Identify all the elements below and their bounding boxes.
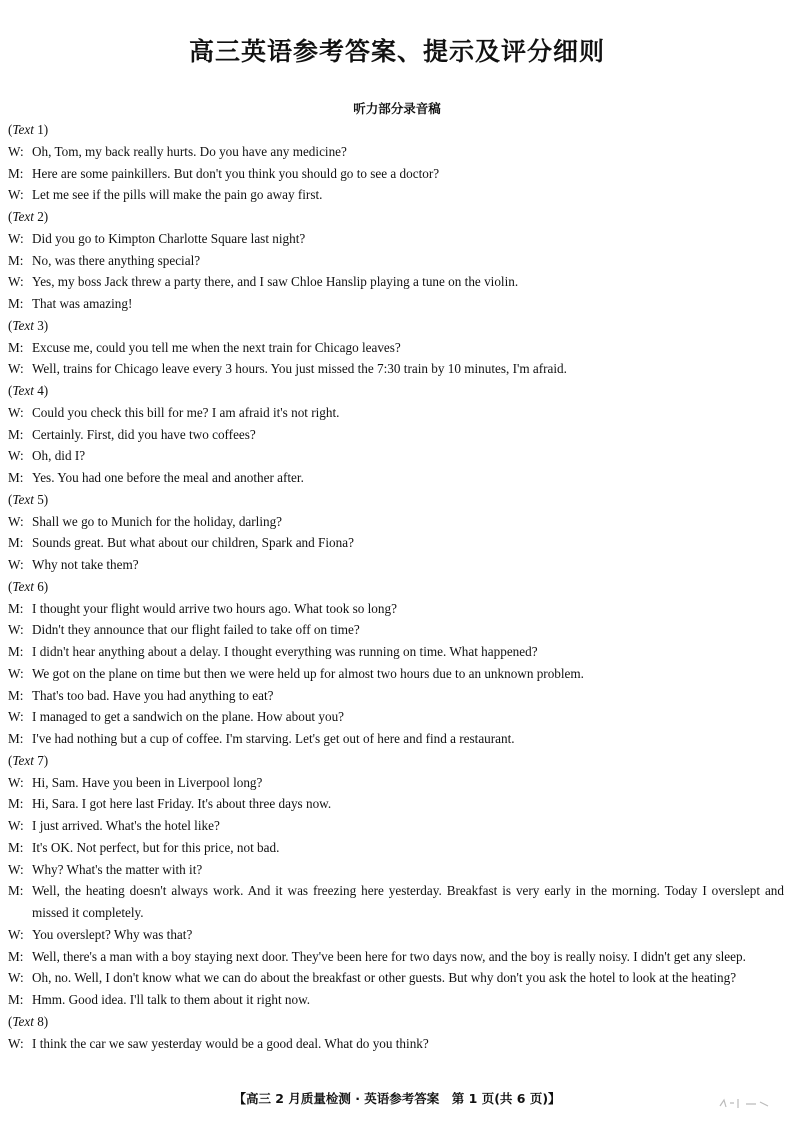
dialogue-text: Could you check this bill for me? I am afraid it's not right. (32, 404, 340, 420)
dialogue-line (8, 706, 784, 728)
text-heading-part: Text (12, 317, 34, 333)
dialogue-text: Why? What's the matter with it? (32, 861, 203, 877)
dialogue-line (8, 271, 784, 293)
speaker-label: W: (8, 861, 24, 877)
dialogue-text: I just arrived. What's the hotel like? (32, 818, 220, 833)
text-heading (8, 489, 784, 511)
text-heading-part: 8) (33, 1013, 49, 1029)
dialogue-line (8, 880, 784, 924)
dialogue-line (8, 967, 784, 989)
speaker-label: W: (8, 622, 24, 638)
text-heading-part: Text (12, 1013, 34, 1029)
speaker-label: M: (8, 296, 24, 311)
dialogue-line (8, 163, 784, 185)
text-heading (8, 1011, 784, 1033)
dialogue-line (8, 728, 784, 750)
dialogue-text: I've had nothing but a cup of coffee. I'm starving. Let's get out of here and find a restaurant. (32, 731, 515, 746)
text-heading (8, 750, 784, 772)
speaker-label: M: (8, 426, 24, 442)
speaker-label: M: (8, 687, 24, 703)
scan-watermark-mark (716, 1094, 776, 1112)
speaker-label: W: (8, 143, 24, 159)
dialogue-text: We got on the plane on time but then we were held up for almost two hours due to an unknown problem. (32, 665, 584, 681)
dialogue-text: Well, trains for Chicago leave every 3 hours. You just missed the 7:30 train by 10 minutes, I'm afraid. (32, 361, 567, 377)
speaker-label: M: (8, 992, 24, 1007)
speaker-label: M: (8, 839, 24, 855)
dialogue-line (8, 402, 784, 424)
dialogue-text: Oh, Tom, my back really hurts. Do you have any medicine? (32, 143, 347, 159)
speaker-label: W: (8, 1035, 24, 1051)
dialogue-text: Well, the heating doesn't always work. And it was freezing here yesterday. Breakfast is very early in the morning. Today I overslept and missed it completely. (32, 883, 784, 920)
text-heading-part: 4) (33, 383, 49, 398)
dialogue-text: Let me see if the pills will make the pain go away first. (32, 187, 323, 203)
text-heading-part: 7) (33, 752, 49, 768)
speaker-label: M: (8, 535, 24, 551)
dialogue-line (8, 619, 784, 641)
text-heading-part: ( (8, 752, 13, 768)
dialogue-text: Here are some painkillers. But don't you think you should go to see a doctor? (32, 165, 440, 181)
dialogue-line (8, 511, 784, 533)
speaker-label: W: (8, 926, 24, 942)
dialogue-line (8, 859, 784, 881)
dialogue-text: You overslept? Why was that? (32, 926, 193, 942)
text-heading-part: Text (12, 383, 34, 398)
speaker-label: W: (8, 361, 24, 377)
text-heading-part: Text (12, 122, 34, 137)
dialogue-text: Why not take them? (32, 557, 139, 572)
dialogue-text: Hi, Sara. I got here last Friday. It's about three days now. (32, 796, 332, 812)
text-heading (8, 119, 784, 141)
speaker-label: M: (8, 252, 24, 268)
speaker-label: M: (8, 165, 24, 181)
dialogue-line (8, 924, 784, 946)
text-heading-part: ( (8, 491, 13, 507)
dialogue-line (8, 793, 784, 815)
dialogue-text: Oh, no. Well, I don't know what we can do about the breakfast or other guests. But why don't you ask the hotel to look at the heating? (32, 970, 737, 986)
speaker-label: W: (8, 970, 24, 986)
dialogue-text: Hmm. Good idea. I'll talk to them about it right now. (32, 992, 311, 1007)
dialogue-line (8, 228, 784, 250)
dialogue-text: Yes. You had one before the meal and another after. (32, 470, 304, 485)
dialogue-text: I think the car we saw yesterday would be a good deal. What do you think? (32, 1035, 429, 1051)
speaker-label: M: (8, 796, 24, 812)
dialogue-text: Shall we go to Munich for the holiday, darling? (32, 513, 283, 529)
section-title: 听力部分录音稿 (353, 101, 441, 116)
dialogue-text: I thought your flight would arrive two hours ago. What took so long? (32, 600, 397, 616)
text-heading-part: ( (8, 317, 13, 333)
dialogue-line (8, 1033, 784, 1055)
text-heading-part: 6) (33, 578, 49, 594)
dialogue-text: Oh, did I? (32, 448, 86, 464)
transcript (8, 119, 784, 1054)
speaker-label: M: (8, 470, 24, 485)
text-heading-part: Text (12, 209, 34, 224)
dialogue-text: That's too bad. Have you had anything to eat? (32, 687, 274, 703)
text-heading-part: Text (12, 752, 34, 768)
dialogue-text: I didn't hear anything about a delay. I thought everything was running on time. What happened? (32, 644, 538, 659)
speaker-label: W: (8, 187, 24, 203)
dialogue-line (8, 184, 784, 206)
speaker-label: W: (8, 818, 24, 833)
dialogue-line (8, 663, 784, 685)
text-heading (8, 206, 784, 228)
dialogue-line (8, 445, 784, 467)
text-heading (8, 576, 784, 598)
speaker-label: W: (8, 404, 24, 420)
text-heading (8, 380, 784, 402)
text-heading-part: ( (8, 383, 13, 398)
speaker-label: W: (8, 557, 24, 572)
speaker-label: M: (8, 731, 24, 746)
dialogue-line (8, 424, 784, 446)
dialogue-text: Certainly. First, did you have two coffees? (32, 426, 256, 442)
speaker-label: W: (8, 709, 24, 725)
dialogue-line (8, 293, 784, 315)
dialogue-line (8, 641, 784, 663)
dialogue-text: Yes, my boss Jack threw a party there, and I saw Chloe Hanslip playing a tune on the violin. (32, 274, 519, 290)
speaker-label: M: (8, 948, 24, 964)
dialogue-line (8, 554, 784, 576)
dialogue-text: Did you go to Kimpton Charlotte Square last night? (32, 230, 306, 246)
dialogue-line (8, 250, 784, 272)
dialogue-text: Sounds great. But what about our children, Spark and Fiona? (32, 535, 354, 551)
dialogue-text: Hi, Sam. Have you been in Liverpool long? (32, 774, 263, 790)
text-heading-part: ( (8, 122, 13, 137)
speaker-label: W: (8, 230, 24, 246)
text-heading-part: Text (12, 578, 34, 594)
page-title: 高三英语参考答案、提示及评分细则 (188, 37, 605, 66)
dialogue-text: It's OK. Not perfect, but for this price, not bad. (32, 839, 280, 855)
dialogue-line (8, 532, 784, 554)
dialogue-line (8, 685, 784, 707)
dialogue-line (8, 946, 784, 968)
dialogue-line (8, 141, 784, 163)
speaker-label: M: (8, 644, 24, 659)
dialogue-line (8, 337, 784, 359)
text-heading-part: ( (8, 578, 13, 594)
dialogue-line (8, 815, 784, 837)
dialogue-text: Well, there's a man with a boy staying next door. They've been here for two days now, and the boy is really noisy. I didn't get any sleep. (32, 948, 746, 964)
dialogue-line (8, 598, 784, 620)
dialogue-line (8, 772, 784, 794)
text-heading-part: ( (8, 209, 13, 224)
dialogue-text: Didn't they announce that our flight failed to take off on time? (32, 622, 360, 638)
dialogue-line (8, 358, 784, 380)
text-heading-part: 3) (33, 317, 49, 333)
text-heading-part: 5) (33, 491, 49, 507)
dialogue-text: That was amazing! (32, 296, 133, 311)
text-heading-part: Text (12, 491, 34, 507)
dialogue-line (8, 467, 784, 489)
page-footer: 【高三 2 月质量检测 · 英语参考答案 第 1 页(共 6 页)】 (233, 1091, 561, 1106)
speaker-label: M: (8, 600, 24, 616)
speaker-label: W: (8, 513, 24, 529)
dialogue-line (8, 837, 784, 859)
speaker-label: W: (8, 448, 24, 464)
text-heading-part: 2) (33, 209, 49, 224)
dialogue-line (8, 989, 784, 1011)
text-heading-part: ( (8, 1013, 13, 1029)
text-heading-part: 1) (33, 122, 49, 137)
dialogue-text: I managed to get a sandwich on the plane. How about you? (32, 709, 345, 725)
dialogue-text: Excuse me, could you tell me when the next train for Chicago leaves? (32, 339, 401, 355)
speaker-label: W: (8, 774, 24, 790)
text-heading (8, 315, 784, 337)
speaker-label: W: (8, 665, 24, 681)
dialogue-text: No, was there anything special? (32, 252, 201, 268)
speaker-label: M: (8, 883, 24, 899)
speaker-label: M: (8, 339, 24, 355)
speaker-label: W: (8, 274, 24, 290)
